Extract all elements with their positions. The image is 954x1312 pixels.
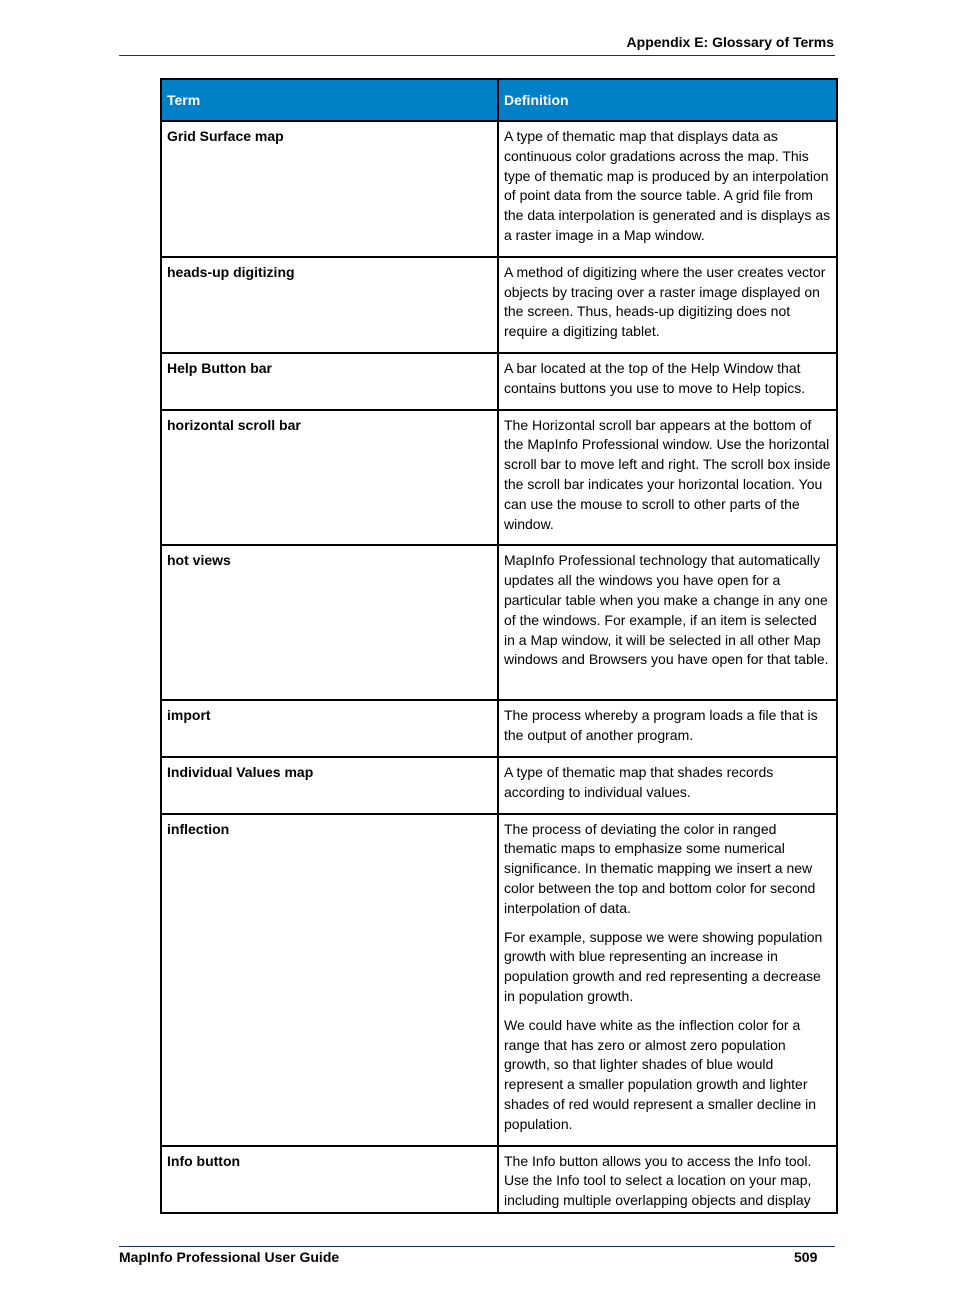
definition-text: A type of thematic map that shades records according to individual values. xyxy=(504,763,774,800)
definition-cell xyxy=(498,410,837,546)
definition-text: The Info button allows you to access the Info tool. Use the Info tool to select a location on your map, including multiple overlapping objects and display xyxy=(504,1152,812,1209)
definition-text: We could have white as the inflection color for a range that has zero or almost zero population growth, so that lighter shades of blue would represent a smaller population growth and lighter shades of red would represent a smaller decline in population. xyxy=(504,1016,817,1132)
term-cell: Help Button bar xyxy=(161,353,498,410)
definition-text: A type of thematic map that displays data as continuous color gradations across the map. This type of thematic map is produced by an interpolation of point data from the source table. A grid file from the data interpolation is generated and is displays as a raster image in a Map window. xyxy=(504,128,831,243)
definition-cell xyxy=(498,353,837,410)
definition-text: A bar located at the top of the Help Window that contains buttons you use to move to Help topics. xyxy=(504,359,806,396)
column-header-term: Term xyxy=(161,79,498,121)
definition-cell xyxy=(498,814,837,1146)
footer-rule xyxy=(119,1246,835,1247)
term-cell: heads-up digitizing xyxy=(161,257,498,353)
definition-cell xyxy=(498,257,837,353)
table-row xyxy=(161,700,837,757)
term-cell: Info button xyxy=(161,1146,498,1213)
definition-text: The process whereby a program loads a file that is the output of another program. xyxy=(504,707,818,744)
table-row xyxy=(161,257,837,353)
table-row xyxy=(161,757,837,814)
term-cell: hot views xyxy=(161,545,498,700)
table-row xyxy=(161,353,837,410)
table-row xyxy=(161,1146,837,1213)
table-row xyxy=(161,121,837,257)
term-cell: Grid Surface map xyxy=(161,121,498,257)
table-row xyxy=(161,814,837,1146)
definition-cell xyxy=(498,545,837,700)
definition-text: The Horizontal scroll bar appears at the bottom of the MapInfo Professional window. Use the horizontal scroll bar to move left and right. The scroll box inside the scroll bar indicates your horizontal location. You can use the mouse to scroll to other parts of the window. xyxy=(504,416,831,532)
definition-text: The process of deviating the color in ranged thematic maps to emphasize some numerical significance. In thematic mapping we insert a new color between the top and bottom color for second interpolation of data. xyxy=(504,820,816,916)
running-header: Appendix E: Glossary of Terms xyxy=(626,34,834,50)
definition-cell xyxy=(498,700,837,757)
footer-guide-title: MapInfo Professional User Guide xyxy=(119,1249,340,1265)
definition-text: For example, suppose we were showing population growth with blue representing an increase in population growth and red representing a decrease in population growth. xyxy=(504,928,823,1004)
term-cell: inflection xyxy=(161,814,498,1146)
definition-cell xyxy=(498,757,837,814)
glossary-table xyxy=(160,78,838,1214)
definition-text: A method of digitizing where the user creates vector objects by tracing over a raster image displayed on the screen. Thus, heads-up digitizing does not require a digitizing tablet. xyxy=(504,263,826,340)
table-row xyxy=(161,410,837,546)
definition-cell xyxy=(498,121,837,257)
definition-text: MapInfo Professional technology that automatically updates all the windows you have open for a particular table when you make a change in any one of the windows. For example, if an item is selected in a Map window, it will be selected in all other Map windows and Browsers you have open for that table. xyxy=(504,552,829,668)
term-cell: horizontal scroll bar xyxy=(161,410,498,546)
table-header-row xyxy=(161,79,837,121)
term-cell: Individual Values map xyxy=(161,757,498,814)
page-number: 509 xyxy=(794,1249,818,1265)
table-row xyxy=(161,545,837,700)
header-rule xyxy=(119,55,835,56)
column-header-definition: Definition xyxy=(498,79,837,121)
term-cell: import xyxy=(161,700,498,757)
definition-cell xyxy=(498,1146,837,1213)
